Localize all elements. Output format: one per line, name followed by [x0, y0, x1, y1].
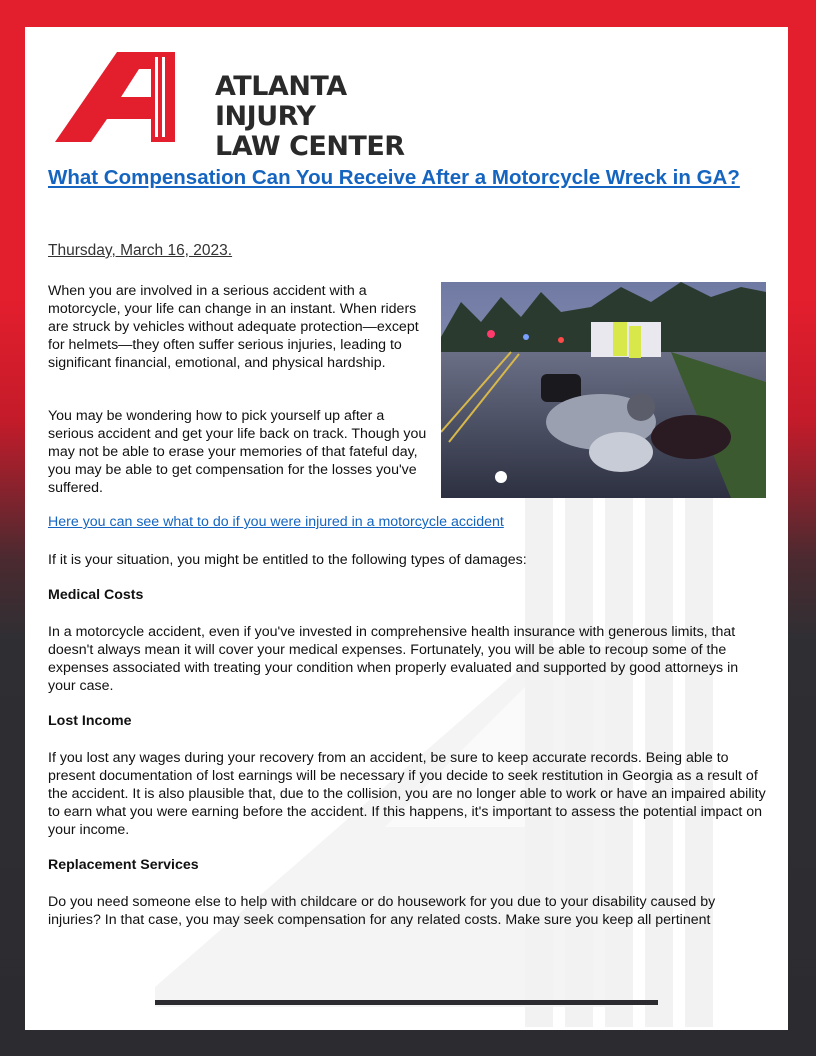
- logo-mark-icon: [55, 47, 185, 147]
- lost-income-text: If you lost any wages during your recovery from an accident, be sure to keep accurate records. Being able to present documentation of lost earnings will be necessary if you decide to seek restitution in Georgia as a result of the accident. It is also plausible that, due to the collision, you are no longer able to work or have an impaired ability to earn what you were earning before the accident. If this happens, it's important to assess the potential impact on your income.: [48, 750, 766, 838]
- company-logo: [55, 47, 405, 162]
- motorcycle-accident-photo: [441, 282, 766, 498]
- logo-line-3: LAW CENTER: [215, 131, 405, 162]
- logo-wordmark: [215, 72, 405, 162]
- paragraph-intro-2: You may be wondering how to pick yourself up after a serious accident and get your life back on track. Though you may not be able to erase your memories of that fateful day, you may be able to get compensation for the losses you've suffered.: [48, 408, 427, 496]
- paragraph-intro-1: When you are involved in a serious accident with a motorcycle, your life can change in an instant. When riders are struck by vehicles without adequate protection—except for helmets—they often suffer serious injuries, leading to significant financial, emotional, and physical hardship.: [48, 283, 419, 371]
- article-date: Thursday, March 16, 2023.: [48, 242, 233, 259]
- document-page: [25, 27, 788, 1030]
- replacement-services-text: Do you need someone else to help with childcare or do housework for you due to your disability caused by injuries? In that case, you may seek compensation for any related costs. Make sure you keep all pertinent: [48, 894, 716, 928]
- heading-replacement-services: Replacement Services: [48, 857, 199, 873]
- damages-intro: If it is your situation, you might be entitled to the following types of damages:: [48, 552, 527, 568]
- medical-costs-text: In a motorcycle accident, even if you've invested in comprehensive health insurance with generous limits, that doesn't always mean it will cover your medical expenses. Fortunately, you will be able to recoup some of the expenses associated with treating your condition when properly evaluated and supported by good attorneys in your case.: [48, 624, 739, 694]
- article-title[interactable]: What Compensation Can You Receive After a Motorcycle Wreck in GA?: [48, 166, 740, 189]
- heading-medical-costs: Medical Costs: [48, 587, 144, 603]
- footer-divider: [155, 1000, 658, 1005]
- logo-line-2: INJURY: [215, 101, 316, 132]
- motorcycle-accident-link[interactable]: Here you can see what to do if you were injured in a motorcycle accident: [48, 514, 504, 530]
- heading-lost-income: Lost Income: [48, 713, 132, 729]
- logo-line-1: ATLANTA: [215, 71, 347, 102]
